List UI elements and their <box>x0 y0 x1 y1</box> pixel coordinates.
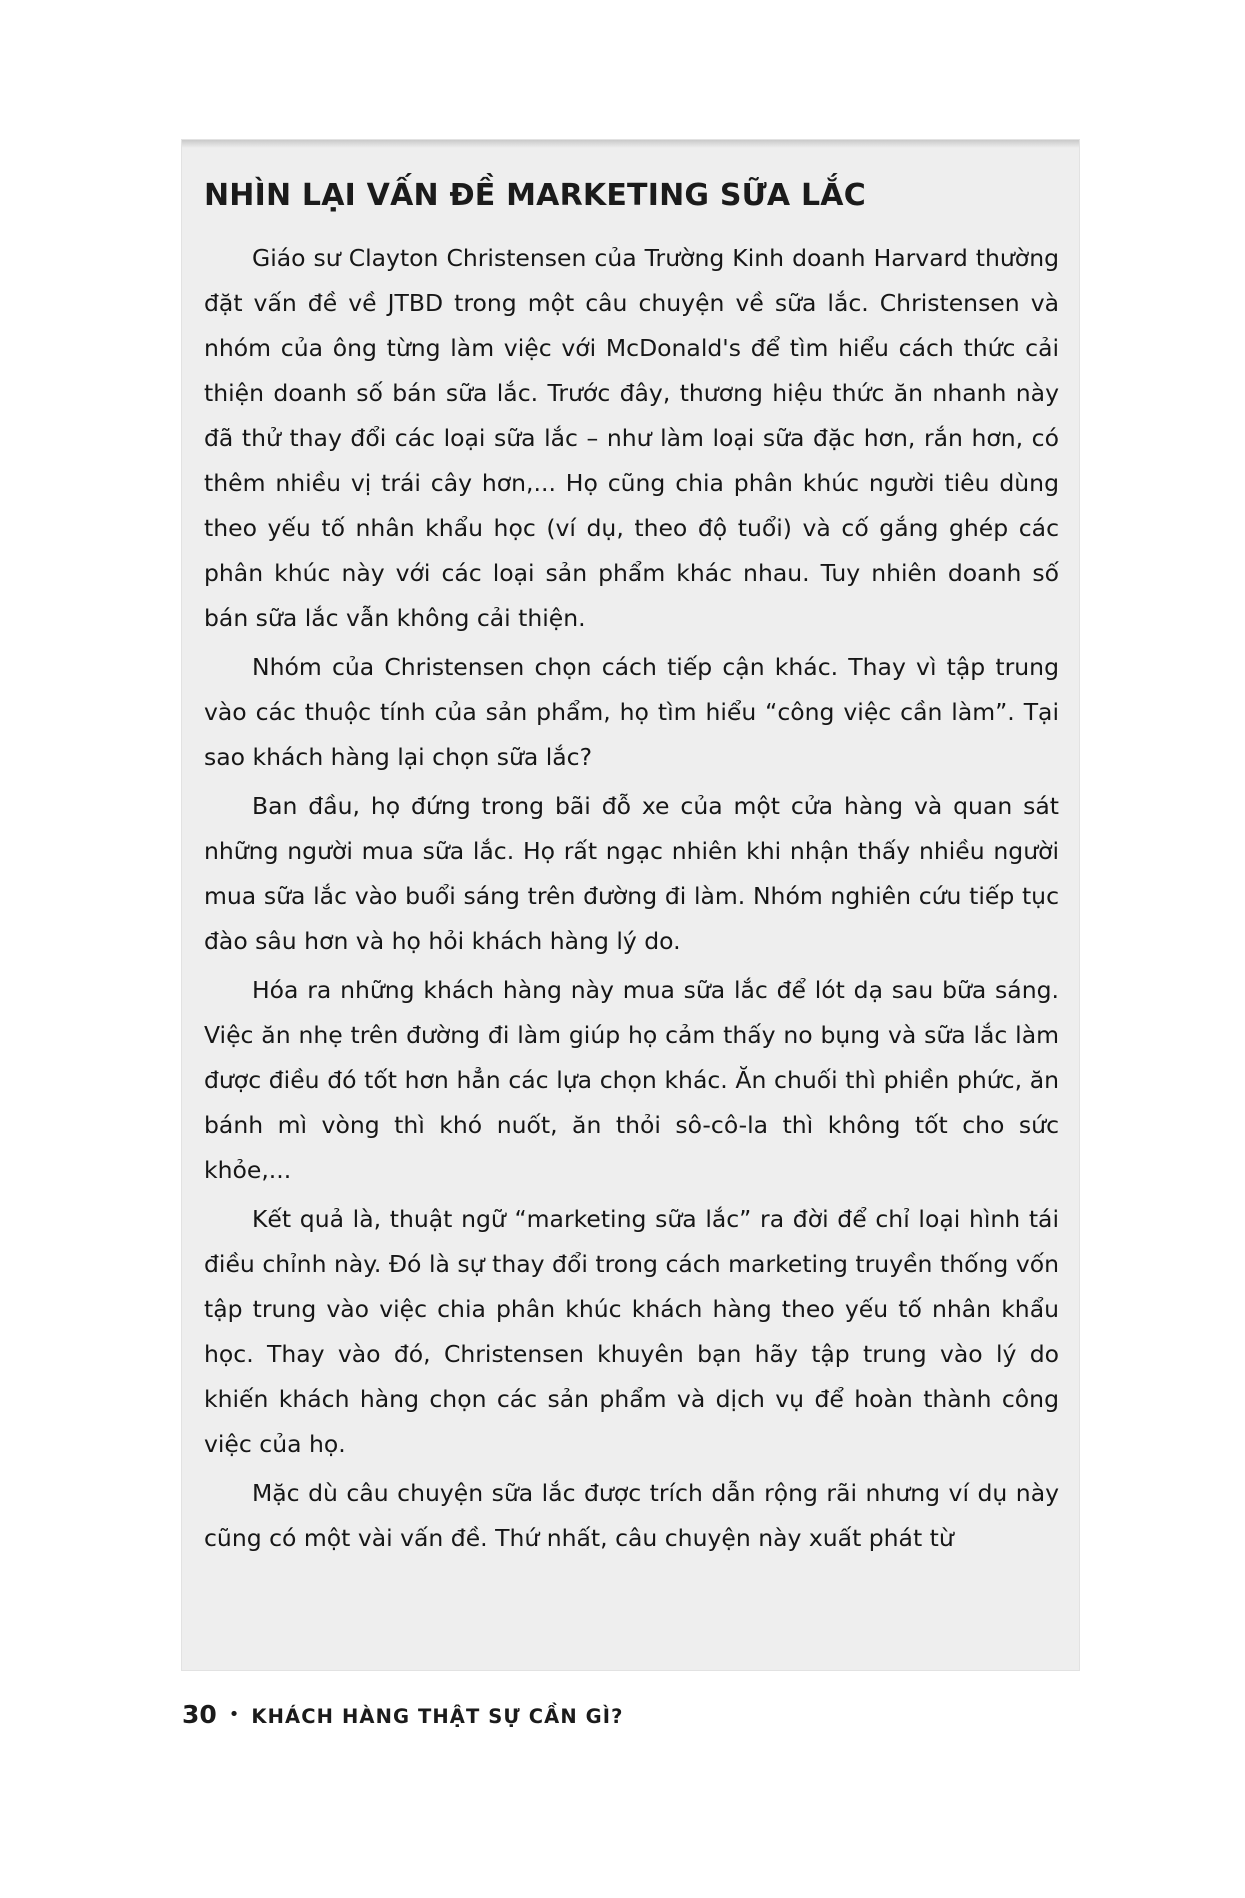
body-paragraph: Mặc dù câu chuyện sữa lắc được trích dẫn rộng rãi nhưng ví dụ này cũng có một vài vấn đề. Thứ nhất, câu chuyện này xuất phát từ <box>204 1479 1059 1552</box>
footer-separator: • <box>228 1704 240 1725</box>
body-paragraph: Ban đầu, họ đứng trong bãi đỗ xe của một cửa hàng và quan sát những người mua sữa lắc. Họ rất ngạc nhiên khi nhận thấy nhiều người mua sữa lắc vào buổi sáng trên đường đi làm. Nhóm nghiên cứu tiếp tục đào sâu hơn và họ hỏi khách hàng lý do. <box>204 792 1059 955</box>
page-content <box>204 178 1059 1565</box>
body-paragraph: Kết quả là, thuật ngữ “marketing sữa lắc” ra đời để chỉ loại hình tái điều chỉnh này. Đó là sự thay đổi trong cách marketing truyền thống vốn tập trung vào việc chia phân khúc khách hàng theo yếu tố nhân khẩu học. Thay vào đó, Christensen khuyên bạn hãy tập trung vào lý do khiến khách hàng chọn các sản phẩm và dịch vụ để hoàn thành công việc của họ. <box>204 1205 1059 1458</box>
running-title: KHÁCH HÀNG THẬT SỰ CẦN GÌ? <box>251 1705 624 1728</box>
section-heading: NHÌN LẠI VẤN ĐỀ MARKETING SỮA LẮC <box>204 178 866 213</box>
page-footer <box>182 1700 1082 1729</box>
page-number: 30 <box>182 1700 217 1729</box>
body-paragraph: Giáo sư Clayton Christensen của Trường Kinh doanh Harvard thường đặt vấn đề về JTBD trong một câu chuyện về sữa lắc. Christensen và nhóm của ông từng làm việc với McDonald's để tìm hiểu cách thức cải thiện doanh số bán sữa lắc. Trước đây, thương hiệu thức ăn nhanh này đã thử thay đổi các loại sữa lắc – như làm loại sữa đặc hơn, rắn hơn, có thêm nhiều vị trái cây hơn,... Họ cũng chia phân khúc người tiêu dùng theo yếu tố nhân khẩu học (ví dụ, theo độ tuổi) và cố gắng ghép các phân khúc này với các loại sản phẩm khác nhau. Tuy nhiên doanh số bán sữa lắc vẫn không cải thiện. <box>204 244 1059 632</box>
body-paragraph: Hóa ra những khách hàng này mua sữa lắc để lót dạ sau bữa sáng. Việc ăn nhẹ trên đường đi làm giúp họ cảm thấy no bụng và sữa lắc làm được điều đó tốt hơn hẳn các lựa chọn khác. Ăn chuối thì phiền phức, ăn bánh mì vòng thì khó nuốt, ăn thỏi sô-cô-la thì không tốt cho sức khỏe,... <box>204 976 1059 1184</box>
body-paragraph: Nhóm của Christensen chọn cách tiếp cận khác. Thay vì tập trung vào các thuộc tính của sản phẩm, họ tìm hiểu “công việc cần làm”. Tại sao khách hàng lại chọn sữa lắc? <box>204 653 1059 771</box>
